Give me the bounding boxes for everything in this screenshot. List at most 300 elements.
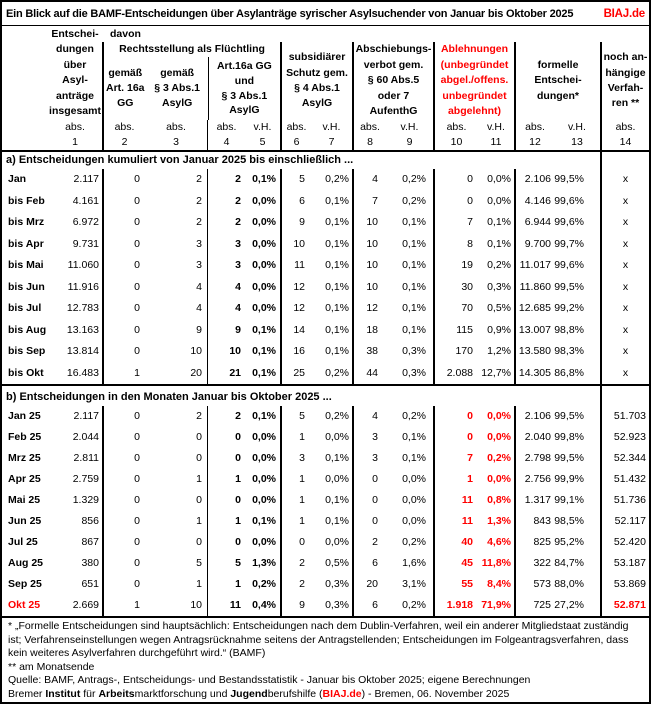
cell-col-11: 11,8%: [481, 557, 511, 569]
cell-col-12: 12.685: [514, 298, 554, 320]
row-label: bis Okt: [8, 366, 44, 379]
table-row: [2, 277, 649, 299]
abs-label-col-5: v.H.: [253, 121, 272, 133]
cell-col-6: 25: [280, 363, 311, 385]
cell-col-4: 0: [207, 490, 245, 511]
column-number-col-7: 7: [328, 136, 335, 148]
table-row: [2, 511, 649, 532]
cell-col-7: 0,1%: [325, 515, 349, 527]
cell-col-6: 2: [280, 574, 311, 595]
cell-col-2: 0: [102, 406, 145, 427]
cell-col-9: 0,1%: [402, 216, 426, 228]
cell-col-1: 4.161: [72, 194, 99, 207]
cell-col-11: 0,1%: [487, 237, 511, 250]
footnote-formelle-line1: * „Formelle Entscheidungen sind hauptsächlich: Entscheidungen nach dem Dublin-Verfahren, weil ein anderer Mitgliedstaat zuständig: [8, 620, 629, 632]
cell-col-7: 0,1%: [325, 345, 349, 357]
abs-label-col-10: abs.: [433, 120, 478, 135]
cell-col-5: 1,3%: [252, 557, 276, 569]
cell-col-2: 0: [102, 574, 145, 595]
cell-col-10: 11: [433, 511, 478, 532]
section-a-header: [2, 152, 649, 169]
table-row: [2, 320, 649, 342]
biaj-logo-text: BIAJ.de: [603, 7, 645, 20]
group-rechtsstellung-title: Rechtsstellung als Flüchtling: [119, 43, 265, 55]
row-label: bis Apr: [8, 237, 44, 250]
footnotes-block: [2, 616, 649, 701]
cell-col-2: 0: [102, 448, 145, 469]
cell-col-2: 0: [102, 234, 145, 256]
cell-col-9: 0,0%: [402, 473, 426, 485]
cell-col-11: 0,5%: [487, 302, 511, 314]
cell-col-10: 1.918: [433, 595, 478, 616]
cell-col-10: 7: [433, 212, 478, 234]
cell-col-7: 0,0%: [325, 473, 349, 485]
cell-col-2: 0: [102, 277, 145, 299]
cell-col-8: 10: [352, 212, 386, 234]
cell-col-3: 0: [196, 431, 202, 443]
cell-col-3: 1: [196, 515, 202, 527]
cell-col-12: 1.317: [514, 490, 554, 511]
cell-col-4: 3: [207, 255, 245, 277]
cell-col-14: 52.344: [600, 448, 649, 469]
table-row: [2, 595, 649, 616]
cell-col-9: 0,2%: [402, 599, 426, 611]
row-label: bis Jul: [8, 302, 42, 314]
cell-col-6: 9: [280, 595, 311, 616]
abs-label-col-9: v.H.: [400, 121, 419, 133]
cell-col-14: x: [600, 234, 649, 256]
cell-col-14: x: [600, 169, 649, 191]
group-rechtsstellung-subrow: [104, 57, 280, 120]
row-label: bis Aug: [8, 323, 47, 336]
cell-col-1: 2.811: [73, 452, 99, 464]
cell-col-4: 4: [207, 298, 245, 320]
cell-col-9: 0,0%: [402, 494, 426, 506]
cell-col-7: 0,1%: [325, 323, 349, 336]
cell-col-10: 7: [433, 448, 478, 469]
table-row: [2, 574, 649, 595]
header-group-formelle-entscheidungen: formelle Entschei- dungen*: [514, 42, 600, 120]
cell-col-2: 0: [102, 427, 145, 448]
cell-col-9: 0,2%: [402, 410, 426, 422]
cell-col-5: 0,1%: [252, 515, 276, 527]
cell-col-5: 0,0%: [252, 431, 276, 443]
row-label: Feb 25: [8, 431, 42, 443]
header-davon-label: davon: [110, 28, 141, 40]
cell-col-9: 0,1%: [402, 280, 426, 293]
abs-label-col-2: abs.: [102, 120, 145, 135]
cell-col-6: 12: [280, 277, 311, 299]
table-row: [2, 341, 649, 363]
cell-col-5: 0,4%: [252, 599, 276, 611]
cell-col-13: 99,6%: [554, 216, 584, 228]
cell-col-10: 70: [433, 298, 478, 320]
cell-col-1: 13.163: [66, 323, 99, 336]
credit-bold-arbeits: Arbeits: [98, 687, 135, 700]
table-row: [2, 191, 649, 213]
cell-col-14: 51.703: [600, 406, 649, 427]
cell-col-4: 3: [207, 234, 245, 256]
row-label: Jul 25: [8, 536, 38, 548]
cell-col-14: x: [600, 191, 649, 213]
column-number-col-1: 1: [72, 136, 78, 148]
cell-col-13: 84,7%: [554, 557, 584, 569]
cell-col-12: 13.007: [514, 320, 554, 342]
cell-col-2: 0: [102, 469, 145, 490]
cell-col-2: 1: [102, 363, 145, 385]
row-label: Mai 25: [8, 494, 41, 506]
cell-col-8: 6: [352, 595, 386, 616]
cell-col-13: 98,3%: [554, 345, 584, 357]
cell-col-2: 0: [102, 490, 145, 511]
cell-col-7: 0,2%: [325, 410, 349, 422]
table-row: [2, 234, 649, 256]
table-row: [2, 363, 649, 385]
header-col1-line5: anträge: [56, 89, 94, 102]
cell-col-2: 0: [102, 212, 145, 234]
cell-col-9: 1,6%: [402, 557, 426, 569]
cell-col-8: 6: [352, 553, 386, 574]
section-b-col14-spacer: [600, 386, 649, 406]
cell-col-9: 3,1%: [402, 578, 426, 590]
cell-col-12: 2.756: [514, 469, 554, 490]
cell-col-7: 0,2%: [325, 366, 349, 379]
cell-col-3: 2: [196, 194, 202, 207]
cell-col-13: 99,9%: [554, 473, 584, 485]
cell-col-11: 0,2%: [487, 452, 511, 464]
table-row: [2, 427, 649, 448]
cell-col-7: 0,1%: [325, 280, 349, 293]
cell-col-7: 0,2%: [325, 173, 349, 185]
cell-col-5: 0,0%: [252, 216, 276, 228]
cell-col-6: 14: [280, 320, 311, 342]
cell-col-12: 6.944: [514, 212, 554, 234]
header-col1-line2: dungen: [56, 43, 94, 55]
header-col4-5: Art.16a GG und § 3 Abs.1 AsylG: [208, 57, 280, 120]
cell-col-9: 0,0%: [402, 515, 426, 527]
cell-col-8: 10: [352, 277, 386, 299]
cell-col-9: 0,3%: [402, 366, 426, 379]
cell-col-12: 13.580: [514, 341, 554, 363]
cell-col-3: 10: [190, 345, 202, 357]
cell-col-7: 0,1%: [325, 194, 349, 207]
cell-col-12: 843: [514, 511, 554, 532]
cell-col-10: 45: [433, 553, 478, 574]
cell-col-10: 170: [433, 341, 478, 363]
cell-col-14: x: [600, 212, 649, 234]
table-row: [2, 469, 649, 490]
cell-col-3: 5: [196, 557, 202, 569]
cell-col-12: 725: [514, 595, 554, 616]
cell-col-10: 19: [433, 255, 478, 277]
cell-col-5: 0,0%: [252, 536, 276, 548]
header-col3: gemäß § 3 Abs.1 AsylG: [154, 67, 201, 109]
cell-col-6: 1: [280, 511, 311, 532]
cell-col-13: 99,8%: [554, 431, 584, 443]
row-label: Sep 25: [8, 578, 42, 590]
cell-col-5: 0,1%: [252, 173, 276, 185]
cell-col-1: 2.117: [73, 173, 99, 185]
cell-col-7: 0,3%: [325, 578, 349, 590]
cell-col-1: 2.044: [72, 431, 99, 443]
cell-col-3: 1: [196, 473, 202, 485]
credit-bold-institut: Institut: [45, 687, 81, 700]
source-line: Quelle: BAMF, Antrags-, Entscheidungs- und Bestandsstatistik - Januar bis Oktober 2025; eigene Berechnungen: [8, 674, 531, 686]
table-row: [2, 532, 649, 553]
cell-col-3: 0: [196, 536, 202, 548]
cell-col-4: 1: [207, 469, 245, 490]
cell-col-13: 99,6%: [554, 259, 584, 271]
cell-col-9: 0,1%: [402, 302, 426, 314]
cell-col-4: 2: [207, 169, 245, 191]
cell-col-10: 40: [433, 532, 478, 553]
cell-col-6: 10: [280, 234, 311, 256]
abs-label-col-6: abs.: [280, 120, 311, 135]
cell-col-7: 0,1%: [325, 259, 349, 271]
cell-col-2: 0: [102, 532, 145, 553]
cell-col-6: 9: [280, 212, 311, 234]
cell-col-8: 3: [352, 427, 386, 448]
header-group-abschiebungsverbot: Abschiebungs- verbot gem. § 60 Abs.5 oder 7 AufenthG: [352, 42, 433, 120]
cell-col-12: 2.040: [514, 427, 554, 448]
header-group-subsidiaerer-schutz: subsidiärer Schutz gem. § 4 Abs.1 AsylG: [280, 42, 352, 120]
cell-col-2: 0: [102, 169, 145, 191]
cell-col-7: 0,5%: [325, 557, 349, 569]
column-number-col-14: 14: [600, 135, 649, 150]
cell-col-3: 20: [190, 366, 202, 379]
row-label: Okt 25: [8, 599, 41, 611]
header-group-anhaengige-verfahren: noch an- hängige Verfah- ren **: [600, 42, 649, 120]
credit-pre: Bremer: [8, 687, 46, 700]
footnote-formelle-line3: kein weiteres Asylverfahren durchgeführt wird.“ (BAMF): [8, 647, 266, 659]
section-b-header: [2, 384, 649, 406]
cell-col-14: x: [600, 363, 649, 385]
cell-col-6: 0: [280, 532, 311, 553]
cell-col-8: 4: [352, 406, 386, 427]
header-col1-line6: insgesamt: [49, 105, 101, 117]
cell-col-4: 2: [207, 191, 245, 213]
cell-col-9: 0,1%: [402, 237, 426, 250]
header-column-number-row: [2, 135, 649, 152]
footnote-monatsende: ** am Monatsende: [8, 660, 95, 673]
column-number-col-9: 9: [406, 136, 413, 148]
cell-col-13: 99,5%: [554, 173, 584, 185]
cell-col-13: 99,5%: [554, 452, 584, 464]
cell-col-1: 651: [81, 578, 99, 590]
header-spacer-cell: [2, 120, 48, 135]
row-label: Jan: [8, 173, 27, 185]
cell-col-14: 53.869: [600, 574, 649, 595]
cell-col-11: 0,0%: [487, 194, 511, 207]
cell-col-10: 115: [433, 320, 478, 342]
cell-col-13: 99,5%: [554, 410, 584, 422]
column-number-col-2: 2: [102, 135, 145, 150]
cell-col-11: 0,2%: [487, 259, 511, 271]
cell-col-4: 0: [207, 427, 245, 448]
cell-col-8: 18: [352, 320, 386, 342]
cell-col-6: 1: [280, 469, 311, 490]
cell-col-2: 0: [102, 341, 145, 363]
cell-col-11: 4,6%: [487, 536, 511, 548]
cell-col-4: 4: [207, 277, 245, 299]
cell-col-11: 0,0%: [487, 473, 511, 485]
cell-col-1: 12.783: [66, 302, 99, 314]
table-row: [2, 255, 649, 277]
cell-col-8: 12: [352, 298, 386, 320]
credit-bold-jugend: Jugend: [230, 687, 268, 700]
cell-col-10: 2.088: [433, 363, 478, 385]
cell-col-4: 21: [207, 363, 245, 385]
cell-col-11: 12,7%: [481, 366, 511, 379]
cell-col-9: 0,2%: [402, 173, 426, 185]
column-number-col-13: 13: [571, 136, 583, 148]
cell-col-13: 27,2%: [554, 599, 584, 611]
cell-col-12: 2.106: [514, 169, 554, 191]
cell-col-10: 0: [433, 169, 478, 191]
table-row: [2, 448, 649, 469]
section-a-col14-spacer: [600, 152, 649, 169]
cell-col-14: 52.923: [600, 427, 649, 448]
cell-col-7: 0,0%: [325, 536, 349, 548]
cell-col-1: 16.483: [66, 366, 99, 379]
row-label: Mrz 25: [8, 452, 41, 464]
cell-col-6: 1: [280, 490, 311, 511]
abs-label-col-4: abs.: [207, 120, 245, 135]
table-row: [2, 490, 649, 511]
cell-col-14: 52.871: [600, 595, 649, 616]
cell-col-5: 0,0%: [252, 452, 276, 464]
cell-col-2: 0: [102, 553, 145, 574]
cell-col-14: x: [600, 255, 649, 277]
cell-col-8: 2: [352, 532, 386, 553]
column-number-col-4: 4: [207, 135, 245, 150]
cell-col-9: 0,2%: [402, 194, 426, 207]
cell-col-4: 0: [207, 532, 245, 553]
cell-col-3: 0: [196, 452, 202, 464]
cell-col-13: 98,5%: [554, 515, 584, 527]
cell-col-6: 5: [280, 169, 311, 191]
cell-col-7: 0,1%: [325, 452, 349, 464]
cell-col-10: 55: [433, 574, 478, 595]
section-a-rows: [2, 169, 649, 384]
cell-col-6: 3: [280, 448, 311, 469]
cell-col-14: 53.187: [600, 553, 649, 574]
cell-col-7: 0,1%: [325, 494, 349, 506]
credit-biaj-link[interactable]: BIAJ.de: [322, 687, 362, 700]
section-b-rows: [2, 406, 649, 616]
cell-col-7: 0,1%: [325, 302, 349, 314]
cell-col-4: 5: [207, 553, 245, 574]
cell-col-8: 4: [352, 169, 386, 191]
abs-label-col-7: v.H.: [322, 121, 341, 133]
cell-col-12: 2.798: [514, 448, 554, 469]
cell-col-3: 10: [190, 599, 202, 611]
cell-col-13: 99,5%: [554, 280, 584, 293]
cell-col-12: 11.017: [514, 255, 554, 277]
cell-col-1: 856: [81, 515, 99, 527]
column-number-col-12: 12: [514, 135, 554, 150]
cell-col-9: 0,1%: [402, 431, 426, 443]
cell-col-7: 0,1%: [325, 216, 349, 228]
cell-col-8: 20: [352, 574, 386, 595]
table-row: [2, 298, 649, 320]
cell-col-10: 0: [433, 427, 478, 448]
cell-col-3: 3: [196, 237, 202, 250]
cell-col-8: 0: [352, 511, 386, 532]
cell-col-12: 322: [514, 553, 554, 574]
row-label: bis Sep: [8, 345, 46, 357]
cell-col-11: 0,1%: [487, 216, 511, 228]
cell-col-3: 1: [196, 578, 202, 590]
abs-label-col-13: v.H.: [568, 121, 586, 133]
cell-col-3: 2: [196, 410, 202, 422]
cell-col-1: 13.814: [66, 345, 99, 357]
cell-col-10: 8: [433, 234, 478, 256]
cell-col-6: 11: [280, 255, 311, 277]
cell-col-8: 44: [352, 363, 386, 385]
cell-col-5: 0,1%: [252, 345, 276, 357]
cell-col-5: 0,1%: [252, 323, 276, 336]
header-col1-block: [48, 42, 102, 120]
cell-col-13: 98,8%: [554, 323, 584, 336]
header-spacer-cell: [2, 135, 48, 150]
cell-col-2: 0: [102, 320, 145, 342]
cell-col-5: 0,1%: [252, 410, 276, 422]
cell-col-5: 0,0%: [252, 237, 276, 250]
cell-col-13: 99,1%: [554, 494, 584, 506]
title-bar: [2, 2, 649, 26]
table-row: [2, 553, 649, 574]
cell-col-10: 11: [433, 490, 478, 511]
cell-col-8: 10: [352, 255, 386, 277]
cell-col-3: 4: [196, 302, 202, 314]
cell-col-1: 2.669: [72, 599, 99, 611]
cell-col-2: 0: [102, 511, 145, 532]
cell-col-8: 7: [352, 191, 386, 213]
cell-col-4: 0: [207, 448, 245, 469]
header-top-row: [2, 26, 649, 42]
cell-col-5: 0,2%: [252, 578, 276, 590]
row-label: bis Jun: [8, 280, 45, 293]
cell-col-3: 0: [196, 494, 202, 506]
row-label: Aug 25: [8, 557, 44, 569]
cell-col-14: x: [600, 320, 649, 342]
abs-label-col-1: abs.: [65, 121, 85, 133]
cell-col-12: 825: [514, 532, 554, 553]
cell-col-13: 99,6%: [554, 194, 584, 207]
abs-label-col-3: abs.: [166, 121, 186, 133]
cell-col-5: 0,0%: [252, 494, 276, 506]
cell-col-11: 0,8%: [487, 494, 511, 506]
page-title: Ein Blick auf die BAMF-Entscheidungen über Asylanträge syrischer Asylsuchender von Januar bis Oktober 2025: [6, 7, 574, 20]
cell-col-8: 0: [352, 490, 386, 511]
cell-col-12: 11.860: [514, 277, 554, 299]
cell-col-12: 573: [514, 574, 554, 595]
cell-col-14: 52.117: [600, 511, 649, 532]
cell-col-13: 88,0%: [554, 578, 584, 590]
column-number-col-11: 11: [490, 136, 502, 148]
cell-col-1: 2.117: [73, 410, 99, 422]
cell-col-5: 0,0%: [252, 280, 276, 293]
header-group-rechtsstellung: [102, 42, 280, 120]
table-row: [2, 406, 649, 427]
cell-col-1: 11.916: [67, 280, 99, 293]
cell-col-1: 9.731: [72, 237, 99, 250]
section-b-title: b) Entscheidungen in den Monaten Januar bis Oktober 2025 ...: [6, 391, 332, 403]
cell-col-14: 52.420: [600, 532, 649, 553]
cell-col-11: 0,9%: [487, 323, 511, 336]
row-label: Jun 25: [8, 515, 42, 527]
